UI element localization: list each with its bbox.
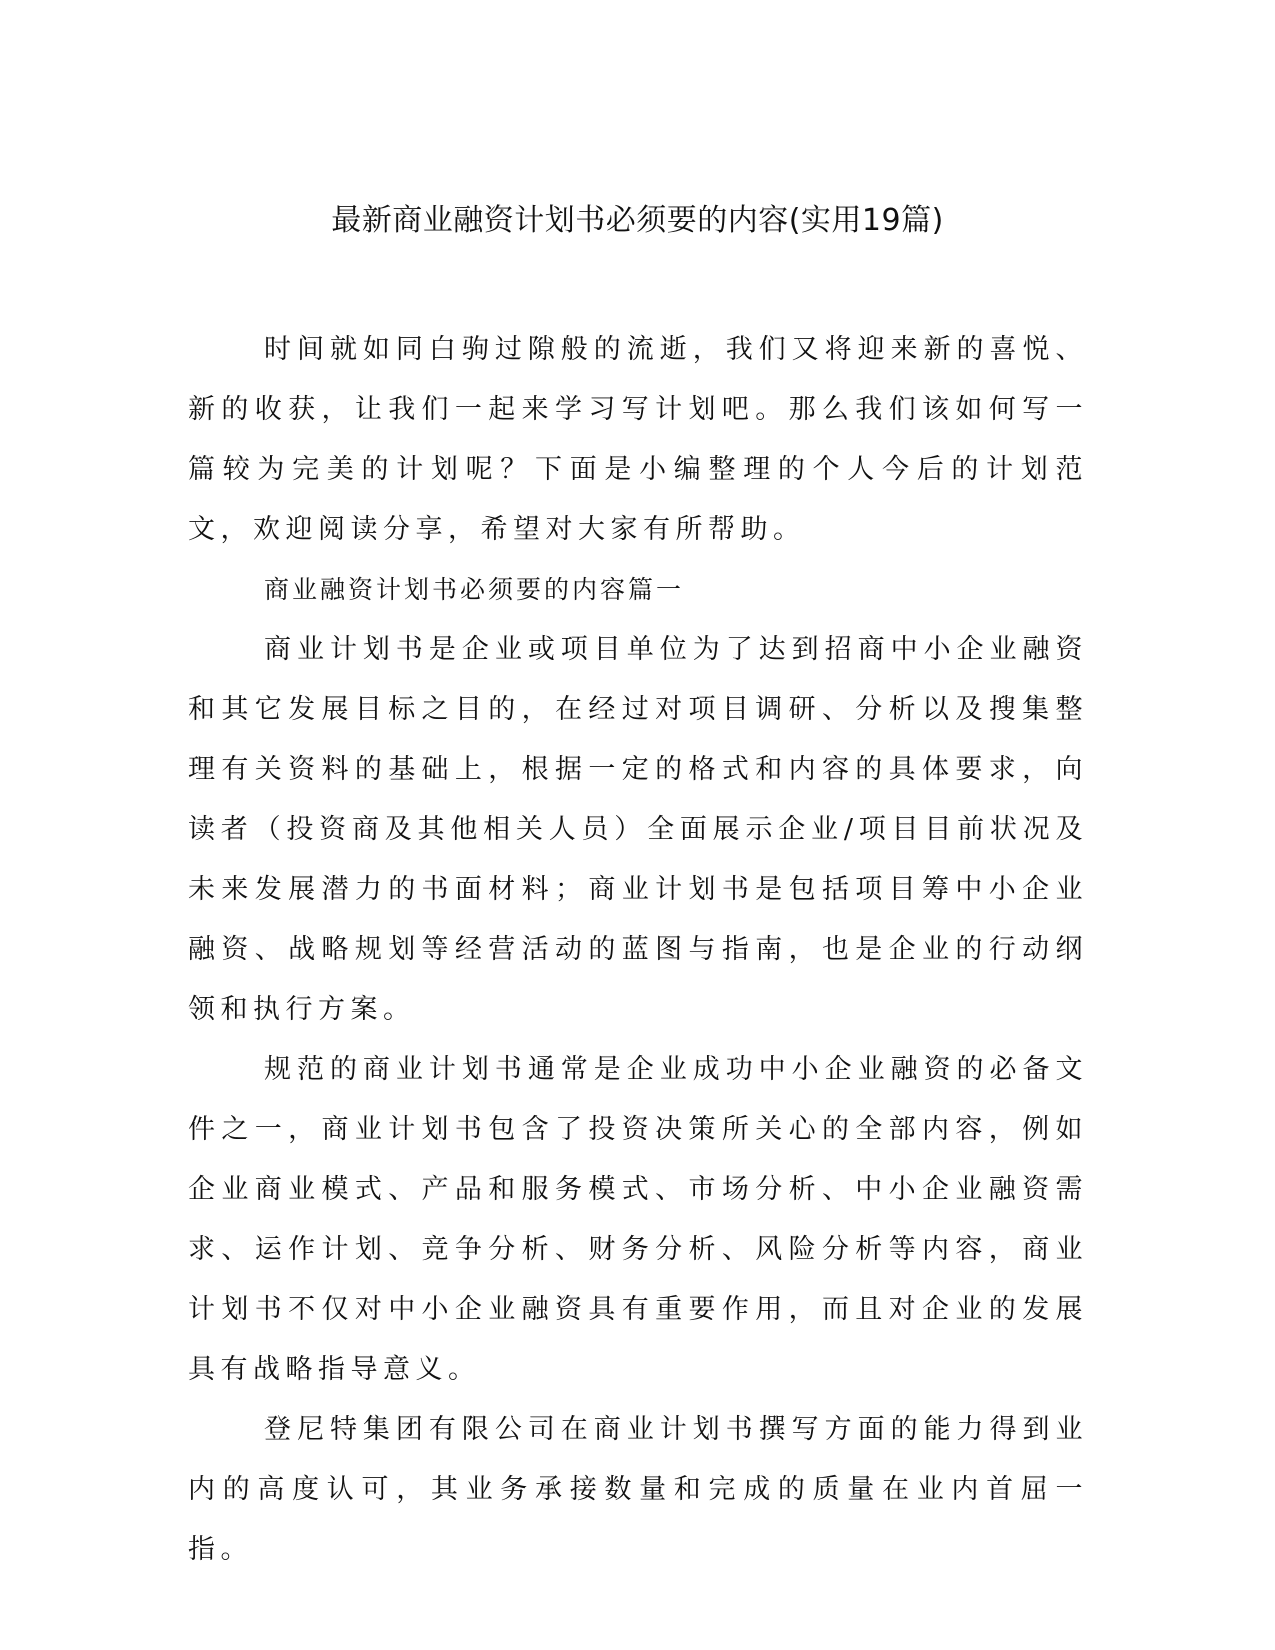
document-body <box>188 320 1088 1580</box>
intro-paragraph: 时间就如同白驹过隙般的流逝，我们又将迎来新的喜悦、新的收获，让我们一起来学习写计划吧。那么我们该如何写一篇较为完美的计划呢？下面是小编整理的个人今后的计划范文，欢迎阅读分享，希望对大家有所帮助。 <box>188 334 1088 545</box>
body-paragraph-1: 商业计划书是企业或项目单位为了达到招商中小企业融资和其它发展目标之目的，在经过对项目调研、分析以及搜集整理有关资料的基础上，根据一定的格式和内容的具体要求，向读者（投资商及其他相关人员）全面展示企业/项目目前状况及未来发展潜力的书面材料；商业计划书是包括项目筹中小企业融资、战略规划等经营活动的蓝图与指南，也是企业的行动纲领和执行方案。 <box>188 634 1088 1025</box>
body-paragraph-3: 登尼特集团有限公司在商业计划书撰写方面的能力得到业内的高度认可，其业务承接数量和完成的质量在业内首屈一指。 <box>188 1414 1088 1565</box>
document-title: 最新商业融资计划书必须要的内容(实用19篇) <box>331 203 944 238</box>
section-heading: 商业融资计划书必须要的内容篇一 <box>264 575 685 604</box>
body-paragraph-2: 规范的商业计划书通常是企业成功中小企业融资的必备文件之一，商业计划书包含了投资决策所关心的全部内容，例如企业商业模式、产品和服务模式、市场分析、中小企业融资需求、运作计划、竞争分析、财务分析、风险分析等内容，商业计划书不仅对中小企业融资具有重要作用，而且对企业的发展具有战略指导意义。 <box>188 1054 1088 1385</box>
